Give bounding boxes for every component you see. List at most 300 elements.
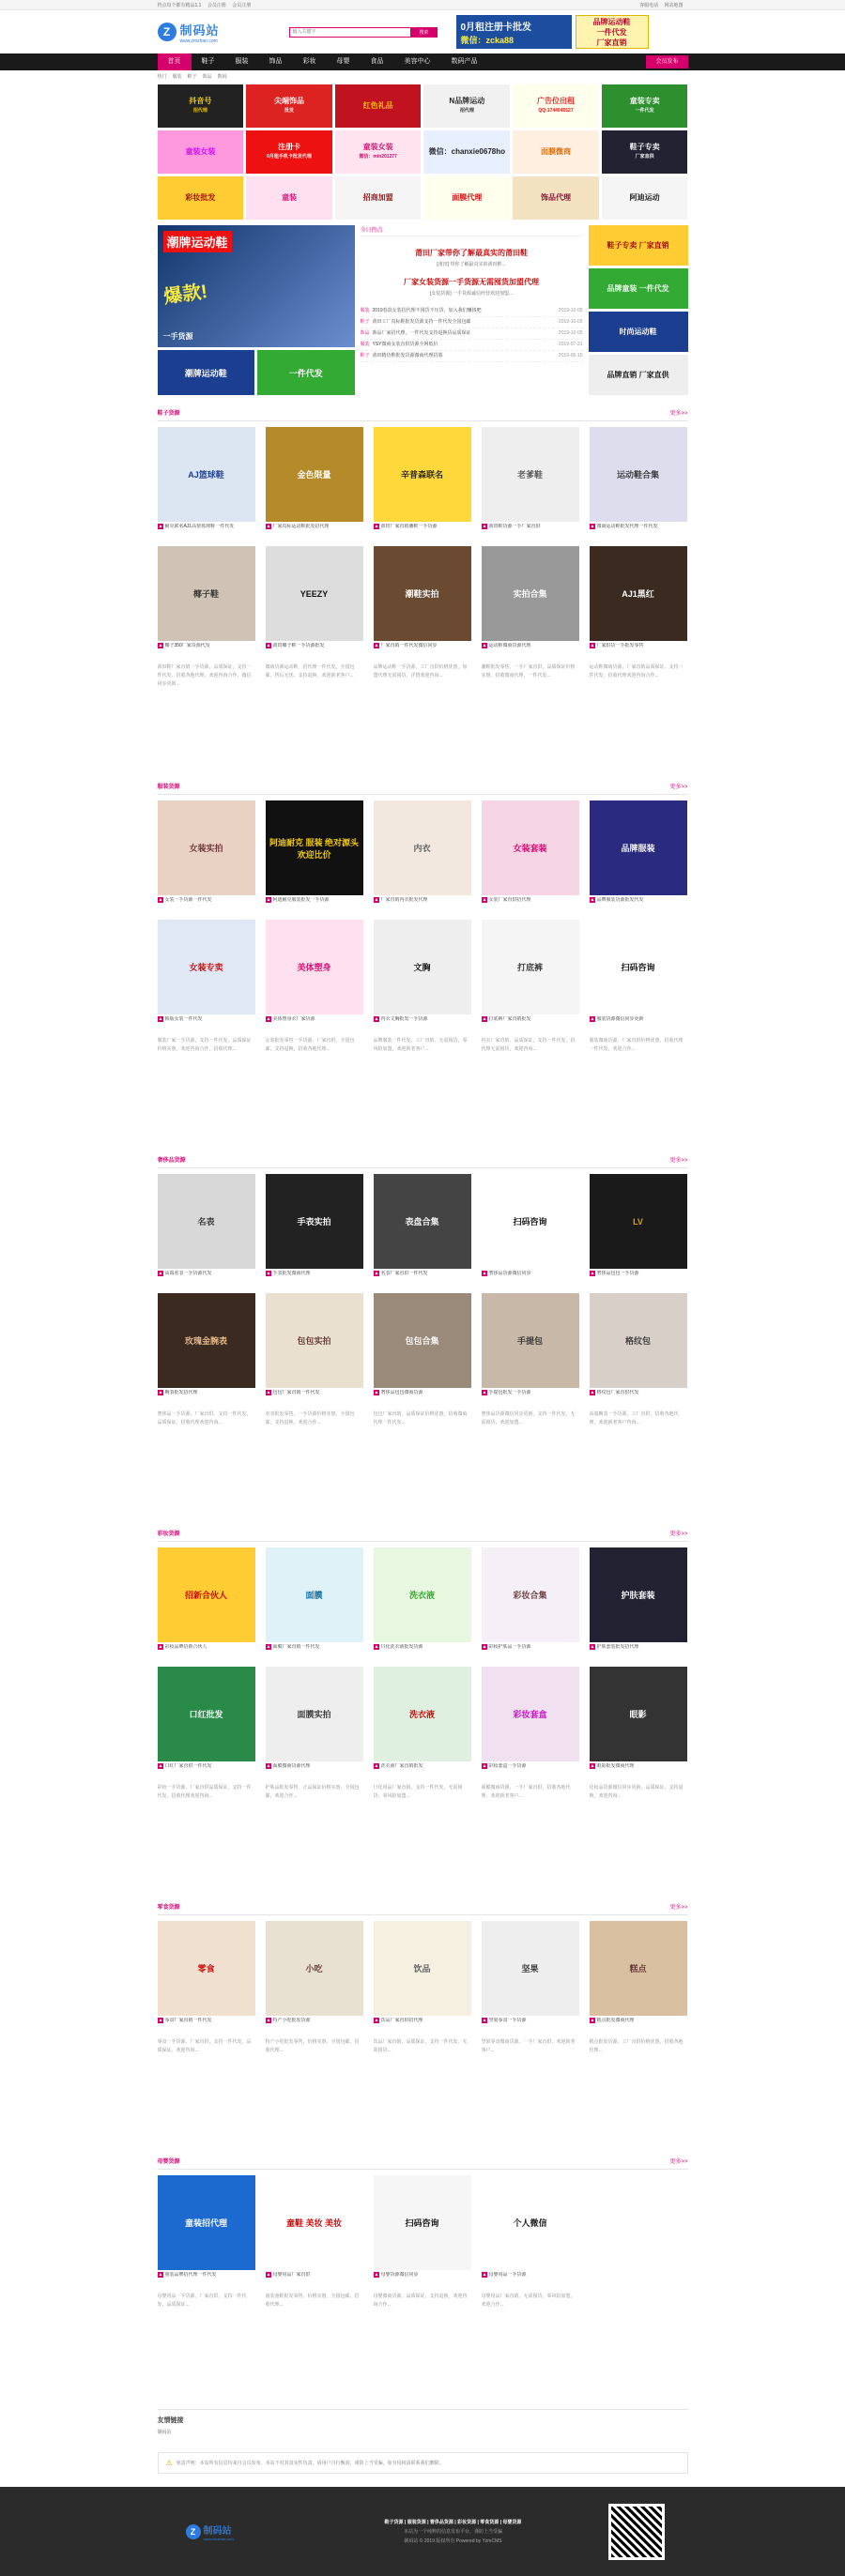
product-image[interactable]: 饮品 bbox=[374, 1921, 471, 2016]
caption-text: 厂家直销内衣批发代理 bbox=[380, 897, 427, 903]
product-card[interactable] bbox=[266, 1293, 363, 1403]
sitemap-link[interactable]: 网站地图 bbox=[664, 3, 683, 8]
badge-tag: ▲ bbox=[590, 1016, 596, 1022]
product-image[interactable]: 小吃 bbox=[266, 1921, 363, 2016]
product-image[interactable]: 格纹包 bbox=[590, 1293, 687, 1388]
hot-right-ad[interactable]: 品牌童装 一件代发 bbox=[589, 268, 688, 309]
product-image[interactable]: 彩妆套盒 bbox=[482, 1667, 579, 1761]
nav-item[interactable]: 彩妆 bbox=[293, 53, 327, 70]
product-card[interactable] bbox=[266, 800, 363, 910]
product-card[interactable] bbox=[374, 1921, 471, 2031]
product-image[interactable]: 品牌服装 bbox=[590, 800, 687, 895]
product-caption[interactable] bbox=[266, 2018, 363, 2031]
product-card[interactable] bbox=[590, 1667, 687, 1776]
product-description: 包包厂家直销，品质保证价格优惠，招收微商代理一件代发... bbox=[374, 1410, 471, 1516]
ad-banner[interactable] bbox=[246, 130, 332, 174]
product-image[interactable]: 洗衣液 bbox=[374, 1547, 471, 1642]
product-caption[interactable] bbox=[158, 643, 255, 656]
header-banner-ad[interactable] bbox=[456, 15, 572, 49]
nav-item[interactable]: 母婴 bbox=[327, 53, 361, 70]
product-description: 零食一手货源，厂家直供，支持一件代发，品质保证，欢迎咨询... bbox=[158, 2038, 255, 2143]
description-row bbox=[158, 1784, 688, 1889]
ad-sub: 招代理 bbox=[193, 106, 207, 115]
product-caption[interactable] bbox=[590, 1763, 687, 1776]
caption-text: 护肤套装批发招代理 bbox=[596, 1644, 638, 1650]
section-more-link[interactable]: 更多>> bbox=[669, 1529, 687, 1537]
product-image[interactable]: AJ1黑红 bbox=[590, 546, 687, 641]
ad-banner[interactable] bbox=[246, 84, 332, 128]
section-title[interactable]: 鞋子货源 bbox=[158, 408, 180, 417]
badge-tag: ▲ bbox=[482, 1016, 488, 1022]
description-row bbox=[158, 2293, 688, 2398]
product-image[interactable]: 打底裤 bbox=[482, 920, 579, 1014]
footer-nav-links[interactable]: 鞋子货源 | 服装货源 | 奢侈品货源 | 彩妆货源 | 零食货源 | 母婴货源 bbox=[299, 2518, 608, 2527]
product-image[interactable]: 辛普森联名 bbox=[374, 427, 471, 522]
product-caption[interactable] bbox=[374, 1271, 471, 1284]
header-banner2-ad[interactable] bbox=[576, 15, 649, 49]
ad-banner[interactable] bbox=[158, 130, 244, 174]
product-caption[interactable] bbox=[374, 1763, 471, 1776]
ad-banner[interactable] bbox=[513, 176, 599, 220]
hot-big-banner[interactable] bbox=[158, 225, 355, 347]
product-caption[interactable] bbox=[158, 524, 255, 537]
product-caption[interactable] bbox=[482, 524, 579, 537]
caption-text: 包包厂家直销一件代发 bbox=[272, 1390, 319, 1395]
product-image[interactable]: 零食 bbox=[158, 1921, 255, 2016]
product-caption[interactable] bbox=[482, 897, 579, 910]
product-image[interactable]: 阿迪耐克 服装 绝对源头 欢迎比价 bbox=[266, 800, 363, 895]
badge-tag: ▲ bbox=[482, 2018, 488, 2023]
publish-button[interactable]: 会员发布 bbox=[646, 55, 687, 69]
product-image[interactable]: 玫瑰金腕表 bbox=[158, 1293, 255, 1388]
product-card[interactable] bbox=[590, 1293, 687, 1403]
caption-text: 彩妆品牌招新合伙人 bbox=[164, 1644, 207, 1650]
footer-statement: 本站为一个纯粹的信息发布平台，谨防上当受骗 bbox=[299, 2527, 608, 2537]
product-caption[interactable] bbox=[266, 1644, 363, 1657]
friend-links bbox=[158, 2409, 688, 2435]
news-date: 2019-10-05 bbox=[559, 306, 583, 316]
product-caption[interactable] bbox=[158, 1271, 255, 1284]
section-more-link[interactable]: 更多>> bbox=[669, 408, 687, 417]
product-caption[interactable] bbox=[482, 643, 579, 656]
product-image[interactable]: 美体塑身 bbox=[266, 920, 363, 1014]
badge-tag: ▲ bbox=[482, 524, 488, 529]
product-card[interactable] bbox=[266, 1921, 363, 2031]
ad-banner[interactable] bbox=[513, 84, 599, 128]
product-card[interactable] bbox=[374, 800, 471, 910]
news-title[interactable]: 莆田工厂真标鞋批发货源支持一件代发全国包邮 bbox=[373, 317, 559, 328]
product-image[interactable]: 椰子鞋 bbox=[158, 546, 255, 641]
news-row[interactable] bbox=[361, 340, 583, 351]
ad-banner[interactable] bbox=[158, 176, 244, 220]
caption-text: 眼影批发微商代理 bbox=[596, 1763, 634, 1769]
product-image[interactable]: AJ篮球鞋 bbox=[158, 427, 255, 522]
banner-line1: 0月租注册卡批发 bbox=[461, 19, 567, 33]
section-more-link[interactable]: 更多>> bbox=[669, 2157, 687, 2165]
product-image[interactable]: 面膜 bbox=[266, 1547, 363, 1642]
hot-right-ad[interactable]: 鞋子专卖 厂家直销 bbox=[589, 225, 688, 266]
footer-logo[interactable] bbox=[186, 2523, 299, 2541]
news-row[interactable] bbox=[361, 306, 583, 317]
badge-tag: ▲ bbox=[374, 1271, 380, 1276]
hot-right-ad[interactable]: 品牌直销 厂家直供 bbox=[589, 355, 688, 395]
footer-logo-name: 制码站 bbox=[204, 2523, 234, 2537]
product-caption[interactable] bbox=[590, 643, 687, 656]
product-card[interactable] bbox=[158, 2175, 255, 2285]
product-card[interactable] bbox=[266, 920, 363, 1029]
product-caption[interactable] bbox=[158, 1390, 255, 1403]
product-image[interactable]: 文胸 bbox=[374, 920, 471, 1014]
product-image[interactable]: 口红批发 bbox=[158, 1667, 255, 1761]
product-caption[interactable] bbox=[266, 897, 363, 910]
ad-title: 微信：chanxie0678ho bbox=[429, 147, 505, 157]
product-card[interactable] bbox=[590, 1547, 687, 1657]
product-card[interactable] bbox=[266, 1667, 363, 1776]
product-caption[interactable] bbox=[374, 1644, 471, 1657]
product-image[interactable]: 洗衣液 bbox=[374, 1667, 471, 1761]
product-card[interactable] bbox=[482, 1293, 579, 1403]
product-caption[interactable] bbox=[158, 897, 255, 910]
product-image[interactable]: YEEZY bbox=[266, 546, 363, 641]
product-card[interactable] bbox=[590, 1921, 687, 2031]
search-input[interactable] bbox=[289, 27, 411, 38]
ad-banner[interactable] bbox=[423, 130, 510, 174]
product-card[interactable] bbox=[482, 920, 579, 1029]
breadcrumb-item[interactable]: 饰品 bbox=[203, 74, 212, 80]
product-card[interactable] bbox=[266, 546, 363, 656]
product-caption[interactable] bbox=[482, 2018, 579, 2031]
ad-banner[interactable] bbox=[513, 130, 599, 174]
register-link[interactable]: 会员注册 bbox=[207, 3, 226, 8]
product-card[interactable] bbox=[482, 1667, 579, 1776]
nav-item[interactable]: 美容中心 bbox=[394, 53, 441, 70]
product-image[interactable]: 金色限量 bbox=[266, 427, 363, 522]
news-row[interactable] bbox=[361, 317, 583, 328]
product-card[interactable] bbox=[590, 1174, 687, 1284]
product-caption[interactable] bbox=[482, 1390, 579, 1403]
product-card[interactable] bbox=[374, 427, 471, 537]
product-description: 日化用品厂家直销，支持一件代发，无需囤货，零风险加盟... bbox=[374, 1784, 471, 1889]
product-caption[interactable] bbox=[590, 2018, 687, 2031]
product-image[interactable]: 个人微信 bbox=[482, 2175, 579, 2270]
caption-text: 童装品牌招代理一件代发 bbox=[164, 2272, 216, 2278]
hot-right-ads bbox=[589, 225, 688, 395]
news-title[interactable]: 莆田精仿鞋批发货源微商代理招募 bbox=[373, 351, 559, 361]
ad-banner[interactable] bbox=[335, 84, 422, 128]
ad-banner[interactable] bbox=[602, 84, 688, 128]
product-card[interactable] bbox=[266, 2175, 363, 2285]
product-card[interactable] bbox=[266, 1174, 363, 1284]
product-image[interactable]: 女装套装 bbox=[482, 800, 579, 895]
product-caption[interactable] bbox=[374, 524, 471, 537]
ad-banner[interactable] bbox=[246, 176, 332, 220]
product-caption[interactable] bbox=[590, 1016, 687, 1029]
section-more-link[interactable]: 更多>> bbox=[669, 1902, 687, 1911]
friend-link[interactable]: 制码站 bbox=[158, 2429, 688, 2435]
badge-tag: ▲ bbox=[158, 897, 164, 903]
product-image[interactable]: 包包合集 bbox=[374, 1293, 471, 1388]
product-caption[interactable] bbox=[158, 1016, 255, 1029]
news-title[interactable]: YSY微商女装直供货源全网低价 bbox=[373, 340, 559, 350]
news-title[interactable]: 2019春款女装招代理不囤货不压货，加入我们赚钱吧 bbox=[373, 306, 559, 316]
product-card[interactable] bbox=[374, 1547, 471, 1657]
breadcrumb-item[interactable]: 热门 bbox=[158, 74, 167, 80]
product-caption[interactable] bbox=[158, 1644, 255, 1657]
product-card[interactable] bbox=[590, 920, 687, 1029]
section-header bbox=[158, 1902, 688, 1915]
product-caption[interactable] bbox=[590, 1271, 687, 1284]
product-caption[interactable] bbox=[374, 1390, 471, 1403]
hot-tab[interactable]: 今日热点 bbox=[361, 225, 583, 236]
product-image[interactable]: 手提包 bbox=[482, 1293, 579, 1388]
product-card[interactable] bbox=[482, 1921, 579, 2031]
badge-tag: ▲ bbox=[158, 643, 164, 648]
badge-tag: ▲ bbox=[266, 897, 272, 903]
product-grid bbox=[158, 1547, 688, 1776]
product-caption[interactable] bbox=[374, 2272, 471, 2285]
ad-banner[interactable] bbox=[602, 176, 688, 220]
product-image[interactable]: 老爹鞋 bbox=[482, 427, 579, 522]
product-card[interactable] bbox=[158, 546, 255, 656]
product-card[interactable] bbox=[374, 1667, 471, 1776]
news-title[interactable]: 饰品厂家招代理，一件代发支持退换货品质保证 bbox=[373, 328, 559, 339]
description-row bbox=[158, 1037, 688, 1142]
search-button[interactable]: 搜索 bbox=[411, 27, 438, 38]
product-card[interactable] bbox=[266, 1547, 363, 1657]
breadcrumb-item[interactable]: 鞋子 bbox=[188, 74, 197, 80]
product-card[interactable] bbox=[158, 1547, 255, 1657]
product-card[interactable] bbox=[158, 1293, 255, 1403]
product-caption[interactable] bbox=[266, 2272, 363, 2285]
product-caption[interactable] bbox=[158, 2272, 255, 2285]
product-card[interactable] bbox=[158, 1667, 255, 1776]
product-image[interactable]: 表盘合集 bbox=[374, 1174, 471, 1269]
product-card[interactable] bbox=[482, 800, 579, 910]
product-card[interactable] bbox=[374, 920, 471, 1029]
badge-tag: ▲ bbox=[266, 1763, 272, 1769]
ad-banner[interactable] bbox=[158, 84, 244, 128]
product-image[interactable]: 手表实拍 bbox=[266, 1174, 363, 1269]
product-image[interactable]: 女装实拍 bbox=[158, 800, 255, 895]
news-row[interactable] bbox=[361, 351, 583, 362]
hot-right-ad[interactable]: 时尚运动鞋 bbox=[589, 312, 688, 352]
product-image[interactable]: 糕点 bbox=[590, 1921, 687, 2016]
hot-small-banner[interactable]: 一件代发 bbox=[257, 350, 355, 395]
product-caption[interactable] bbox=[374, 1016, 471, 1029]
product-grid bbox=[158, 1174, 688, 1403]
nav-item[interactable]: 首页 bbox=[158, 53, 192, 70]
ad-sub: 一件代发 bbox=[636, 106, 654, 115]
section-title[interactable]: 母婴货源 bbox=[158, 2157, 180, 2165]
ad-banner[interactable] bbox=[335, 176, 422, 220]
product-card[interactable] bbox=[482, 427, 579, 537]
product-card[interactable] bbox=[158, 427, 255, 537]
badge-tag: ▲ bbox=[482, 897, 488, 903]
ad-title: N品牌运动 bbox=[449, 97, 484, 106]
product-card[interactable] bbox=[374, 1174, 471, 1284]
section-title[interactable]: 奢侈品货源 bbox=[158, 1155, 186, 1164]
section-more-link[interactable]: 更多>> bbox=[669, 782, 687, 790]
product-card[interactable] bbox=[590, 546, 687, 656]
caption-text: 服装货源微信同步更新 bbox=[596, 1016, 643, 1022]
product-image[interactable]: 名表 bbox=[158, 1174, 255, 1269]
product-image[interactable]: 面膜实拍 bbox=[266, 1667, 363, 1761]
footer-copyright: 制码站 © 2019 版权所有 Powered by YzmCMS bbox=[299, 2537, 608, 2546]
hot-big-slogan: 爆款! bbox=[161, 275, 208, 308]
product-description: 彩妆一手货源，厂家直供品质保证，支持一件代发，招收代理欢迎咨询... bbox=[158, 1784, 255, 1889]
ad-banner[interactable] bbox=[335, 130, 422, 174]
product-image[interactable]: 童鞋 美妆 美妆 bbox=[266, 2175, 363, 2270]
product-image[interactable]: 内衣 bbox=[374, 800, 471, 895]
ad-banner[interactable] bbox=[423, 84, 510, 128]
badge-tag: ▲ bbox=[374, 1016, 380, 1022]
product-caption[interactable] bbox=[482, 1644, 579, 1657]
product-card[interactable] bbox=[266, 427, 363, 537]
product-caption[interactable] bbox=[374, 643, 471, 656]
product-card[interactable] bbox=[590, 427, 687, 537]
badge-tag: ▲ bbox=[590, 1763, 596, 1769]
ad-sub: 厂家直供 bbox=[636, 152, 654, 161]
product-caption[interactable] bbox=[158, 2018, 255, 2031]
nav-item[interactable]: 饰品 bbox=[259, 53, 293, 70]
product-card[interactable] bbox=[158, 800, 255, 910]
badge-tag: ▲ bbox=[266, 1016, 272, 1022]
news-row[interactable] bbox=[361, 328, 583, 340]
news-list bbox=[361, 306, 583, 362]
product-caption[interactable] bbox=[590, 1644, 687, 1657]
product-card[interactable] bbox=[482, 1174, 579, 1284]
nav-item[interactable]: 鞋子 bbox=[192, 53, 225, 70]
product-grid bbox=[158, 1921, 688, 2031]
product-image[interactable]: 护肤套装 bbox=[590, 1547, 687, 1642]
product-section bbox=[158, 1902, 688, 2143]
section-title[interactable]: 零食货源 bbox=[158, 1902, 180, 1911]
product-section bbox=[158, 2157, 688, 2398]
product-caption[interactable] bbox=[266, 1390, 363, 1403]
nav-item[interactable]: 服装 bbox=[225, 53, 259, 70]
product-card[interactable] bbox=[482, 546, 579, 656]
ad-banner[interactable] bbox=[423, 176, 510, 220]
news-date: 2019-07-31 bbox=[559, 340, 583, 350]
badge-tag: ▲ bbox=[374, 524, 380, 529]
product-grid bbox=[158, 2175, 688, 2285]
product-caption[interactable] bbox=[158, 1763, 255, 1776]
product-card[interactable] bbox=[374, 2175, 471, 2285]
product-image[interactable]: 运动鞋合集 bbox=[590, 427, 687, 522]
badge-tag: ▲ bbox=[590, 1271, 596, 1276]
product-card[interactable] bbox=[374, 546, 471, 656]
product-caption[interactable] bbox=[590, 524, 687, 537]
section-header bbox=[158, 1155, 688, 1168]
caption-text: 奢侈品货源微信同步 bbox=[488, 1271, 530, 1276]
hot-headline-1[interactable]: 莆田厂家带你了解最真实的莆田鞋 bbox=[361, 248, 583, 258]
product-image[interactable]: 实拍合集 bbox=[482, 546, 579, 641]
caption-text: 母婴用品一手货源 bbox=[488, 2272, 526, 2278]
ad-title: 广告位出租 bbox=[537, 97, 575, 106]
product-card[interactable] bbox=[158, 1921, 255, 2031]
footer-qrcode bbox=[608, 2504, 665, 2560]
ad-title: 童装女装 bbox=[185, 147, 215, 157]
product-card[interactable] bbox=[158, 920, 255, 1029]
badge-tag: ▲ bbox=[374, 897, 380, 903]
product-image[interactable]: 眼影 bbox=[590, 1667, 687, 1761]
caption-text: 韩版女装一件代发 bbox=[164, 1016, 202, 1022]
product-caption[interactable] bbox=[590, 897, 687, 910]
product-caption[interactable] bbox=[590, 1390, 687, 1403]
product-image[interactable]: 女装专卖 bbox=[158, 920, 255, 1014]
product-image[interactable]: 扫码咨询 bbox=[482, 1174, 579, 1269]
product-description: 特产小吃批发零售，价格实惠，全国包邮，招收代理... bbox=[266, 2038, 363, 2143]
product-image[interactable]: 扫码咨询 bbox=[374, 2175, 471, 2270]
badge-tag: ▲ bbox=[374, 2018, 380, 2023]
product-description: 糕点批发货源，工厂直供价格优惠，招收各地代理... bbox=[590, 2038, 687, 2143]
section-more-link[interactable]: 更多>> bbox=[669, 1155, 687, 1164]
site-logo[interactable] bbox=[158, 21, 280, 44]
nav-item[interactable]: 食品 bbox=[361, 53, 394, 70]
badge-tag: ▲ bbox=[590, 2018, 596, 2023]
product-image[interactable]: LV bbox=[590, 1174, 687, 1269]
product-caption[interactable] bbox=[374, 897, 471, 910]
section-title[interactable]: 服装货源 bbox=[158, 782, 180, 790]
product-description: 内衣厂家直销，品质保证，支持一件代发，招代理无需囤货，欢迎咨询... bbox=[482, 1037, 579, 1142]
caption-text: 腕表批发招代理 bbox=[164, 1390, 197, 1395]
disclaimer bbox=[158, 2452, 688, 2474]
hot-small-banner[interactable]: 潮牌运动鞋 bbox=[158, 350, 255, 395]
ad-banner[interactable] bbox=[602, 130, 688, 174]
breadcrumb-item[interactable]: 服装 bbox=[173, 74, 182, 80]
product-image[interactable]: 坚果 bbox=[482, 1921, 579, 2016]
section-title[interactable]: 彩妆货源 bbox=[158, 1529, 180, 1537]
product-card[interactable] bbox=[482, 1547, 579, 1657]
product-caption[interactable] bbox=[266, 524, 363, 537]
nav-item[interactable]: 数码产品 bbox=[441, 53, 488, 70]
product-caption[interactable] bbox=[266, 1016, 363, 1029]
caption-text: 日化洗衣液批发货源 bbox=[380, 1644, 422, 1650]
friend-links-title: 友情链接 bbox=[158, 2416, 688, 2425]
news-tag: 鞋子 bbox=[361, 317, 370, 328]
top-bar-left bbox=[158, 2, 256, 8]
hot-headline-2[interactable]: 厂家女装货源一手货源无需囤货加盟代理 bbox=[361, 277, 583, 287]
product-caption[interactable] bbox=[374, 2018, 471, 2031]
breadcrumb-item[interactable]: 数码 bbox=[218, 74, 227, 80]
product-caption[interactable] bbox=[482, 1271, 579, 1284]
product-image[interactable]: 彩妆合集 bbox=[482, 1547, 579, 1642]
login-link[interactable]: 会员注册 bbox=[232, 3, 251, 8]
badge-tag: ▲ bbox=[590, 524, 596, 529]
product-card[interactable] bbox=[590, 800, 687, 910]
product-caption[interactable] bbox=[482, 2272, 579, 2285]
product-image[interactable]: 包包实拍 bbox=[266, 1293, 363, 1388]
product-caption[interactable] bbox=[482, 1763, 579, 1776]
badge-tag: ▲ bbox=[590, 1644, 596, 1650]
product-caption[interactable] bbox=[266, 1763, 363, 1776]
product-card[interactable] bbox=[482, 2175, 579, 2285]
service-phone-link[interactable]: 客服电话 bbox=[639, 3, 658, 8]
badge-tag: ▲ bbox=[158, 1390, 164, 1395]
banner2-line3: 厂家直销 bbox=[597, 38, 627, 48]
product-image[interactable]: 招新合伙人 bbox=[158, 1547, 255, 1642]
product-caption[interactable] bbox=[482, 1016, 579, 1029]
product-image[interactable]: 童装招代理 bbox=[158, 2175, 255, 2270]
product-image[interactable]: 扫码咨询 bbox=[590, 920, 687, 1014]
product-card[interactable] bbox=[158, 1174, 255, 1284]
product-caption[interactable] bbox=[266, 643, 363, 656]
product-caption[interactable] bbox=[266, 1271, 363, 1284]
product-card[interactable] bbox=[374, 1293, 471, 1403]
product-grid bbox=[158, 427, 688, 656]
product-image[interactable]: 潮鞋实拍 bbox=[374, 546, 471, 641]
caption-text: 莆田鞋货源一手厂家直供 bbox=[488, 524, 540, 529]
